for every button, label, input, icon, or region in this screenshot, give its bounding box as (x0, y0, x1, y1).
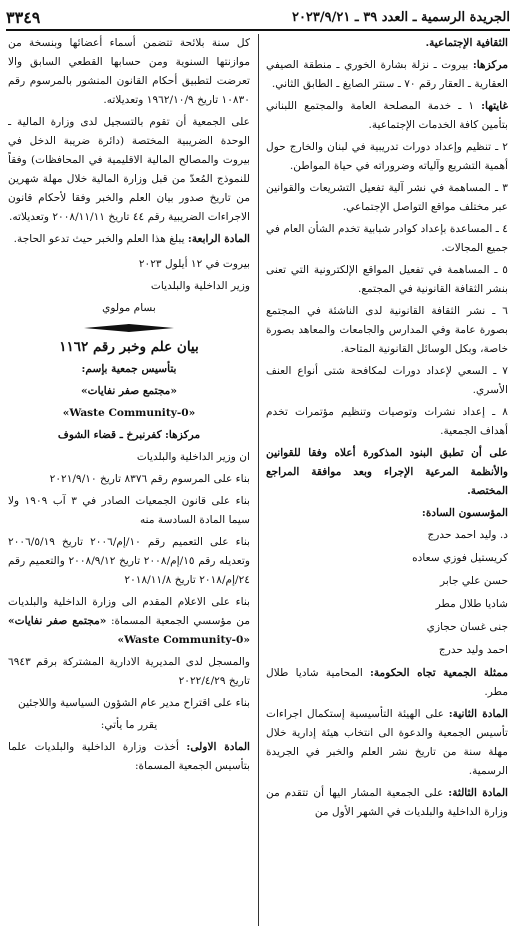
article-3 (266, 784, 508, 822)
minister-title: وزير الداخلية والبلديات (150, 280, 250, 292)
goal-item: ٥ ـ المساهمة في تفعيل المواقع الإلكترونية التي تعنى بنشر الثقافة القانونية في المجتمع. (266, 264, 508, 295)
notice-hq (8, 426, 250, 445)
article-1-text: أخذت وزارة الداخلية والبلديات علما بتأسيس الجمعية المسماة: (8, 741, 250, 772)
founders-label: المؤسسون السادة: (421, 507, 508, 519)
left-column (8, 34, 250, 928)
notice-hq-label: مركزها: (165, 429, 201, 441)
founder-name: جنى غسان حجازي (426, 621, 508, 633)
section-title: الثقافية الإجتماعية. (425, 37, 508, 49)
basis-association-name: «مجتمع صفر نفايات» «0-Waste Community» (8, 615, 250, 646)
goal-item: ٧ ـ السعي لإعداد دورات لمكافحة شتى أنواع العنف الأسري. (266, 365, 508, 396)
page-header (6, 6, 510, 28)
article-4 (8, 230, 250, 249)
article-1 (8, 738, 250, 776)
association-name-ar: «مجتمع صفر نفايات» (81, 385, 177, 397)
notice-hq-text: كفرنبرخ ـ قضاء الشوف (57, 429, 162, 441)
basis-item: بناء على المرسوم رقم ٨٣٧٦ تاريخ ٢٠٢١/٩/١٠ (49, 473, 250, 485)
article-3-label: المادة الثالثة: (448, 787, 508, 799)
notice-subtitle: بتأسيس جمعية بإسم: (81, 363, 177, 375)
basis-item (8, 593, 250, 650)
right-column (266, 34, 508, 928)
founder-name: احمد وليد حدرج (438, 644, 508, 656)
founder-name: حسن علي جابر (439, 575, 508, 587)
goals-paragraph (266, 97, 508, 135)
separator-ornament-icon (84, 324, 174, 332)
apply-paragraph: على أن تطبق البنود المذكورة أعلاه وفقا للقوانين والأنظمة المرعية الإجراء وبعد موافقة المراجع المختصة. (266, 447, 508, 497)
goal-item: ٤ ـ المساعدة بإعداد كوادر شبابية تخدم الشأن العام في جميع المجالات. (266, 223, 508, 254)
rep-paragraph (266, 664, 508, 702)
founder-name: كريستيل فوزي سعاده (412, 552, 508, 564)
goal-item: ٨ ـ إعداد نشرات وتوصيات وتنظيم مؤتمرات تخدم أهداف الجمعية. (266, 406, 508, 437)
hq-text: بيروت ـ نزلة بشارة الخوري ـ منطقة الصيفي العقارية ـ العقار رقم ٧٠ ـ سنتر الصايغ ـ الطابق الثاني. (266, 59, 508, 90)
article-1-label: المادة الاولى: (186, 741, 250, 753)
rep-text: المحامية شاديا طلال مطر. (266, 667, 508, 698)
article-4-text: يبلغ هذا العلم والخبر حيث تدعو الحاجة. (13, 233, 185, 245)
article-4-label: المادة الرابعة: (187, 233, 250, 245)
minister-name: بسام مولوي (102, 302, 156, 314)
paragraph: كل سنة بلائحة تتضمن أسماء أعضائها وبنسخة من موازنتها السنوية ومن حسابها القطعي السابق والا تعرضت لتطبيق أحكام القانون المنشور بالمرسوم رقم ١٠٨٣٠ تاريخ ١٩٦٢/١٠/٩ وتعديلاته. (8, 37, 250, 106)
header-rule (6, 29, 510, 31)
basis-item: بناء على التعميم رقم ١٠/إم/٢٠٠٦ تاريخ ٢٠٠٦/٥/١٩ وتعديله رقم ١٥/إم/٢٠٠٨ تاريخ ٢٠٠٨/٩/١٢ والتعميم رقم ٢٤/إم/٢٠١٨ تاريخ ٢٠١٨/١١/٨ (8, 536, 250, 586)
place-date: بيروت في ١٢ أيلول ٢٠٢٣ (138, 258, 250, 270)
decision-line: يقرر ما يأتي: (100, 719, 158, 731)
founder-name: شاديا طلال مطر (435, 598, 508, 610)
basis-text: بناء على الاعلام المقدم الى وزارة الداخلية والبلديات من مؤسسي الجمعية المسماة: (8, 596, 250, 627)
header-title: الجريدة الرسمية ـ العدد ٣٩ ـ ٢٠٢٣/٩/٢١ (291, 9, 510, 25)
paragraph: على الجمعية أن تقوم بالتسجيل لدى وزارة المالية ـ الوحدة الضريبية المختصة (دائرة ضريبة الدخل في بيروت والمصالح المالية الاقليمية في المحافظات) وفقاً للنموذج المُعدّ من قبل وزارة المالية خلال مهلة شهرين من تاريخ صدور بيان العلم والخبر وفقا لأحكام قانون الاجراءات الضريبية رقم ٤٤ تاريخ ٢٠٠٨/١١/١١ وتعديلاته. (8, 116, 250, 223)
goals-label: غايتها: (481, 100, 508, 112)
founder-name: د. وليد احمد حدرج (427, 529, 508, 541)
goal-item: ٣ ـ المساهمة في نشر آلية تفعيل التشريعات والقوانين عبر مختلف مواقع التواصل الإجتماعي. (266, 182, 508, 213)
article-2-text: على الهيئة التأسيسية إستكمال اجراءات تأسيس الجمعية والدعوة الى انتخاب هيئة إدارية خلال مهلة سنة من تاريخ نشر العلم والخبر في الجريدة الرسمية. (266, 708, 508, 777)
section-separator (8, 324, 250, 332)
article-2 (266, 705, 508, 781)
page-number: ٣٣٤٩ (6, 7, 41, 27)
association-name-en: «0-Waste Community» (62, 407, 196, 419)
basis-item: والمسجل لدى المديرية الادارية المشتركة برقم ٦٩٤٣ تاريخ ٢٠٢٢/٤/٢٩ (8, 656, 250, 687)
notice-title: بيان علم وخبر رقم ١١٦٢ (59, 339, 199, 355)
goal-item: ١ ـ خدمة المصلحة العامة والمجتمع اللبناني بتأمين كافة الخدمات الإجتماعية. (266, 100, 508, 131)
rep-label: ممثلة الجمعية تجاه الحكومة: (369, 667, 508, 679)
article-3-text: على الجمعية المشار اليها أن تتقدم من وزارة الداخلية والبلديات في الشهر الأول من (266, 787, 508, 818)
goal-item: ٦ ـ نشر الثقافة القانونية لدى الناشئة في المجتمع بصورة عامة وفي المدارس والجامعات والمعاهد بصورة خاصة، وبكل الوسائل القانونية المتاحة. (266, 305, 508, 355)
basis-item: بناء على قانون الجمعيات الصادر في ٣ آب ١٩٠٩ ولا سيما المادة السادسة منه (8, 495, 250, 526)
basis-item: بناء على اقتراح مدير عام الشؤون السياسية واللاجئين (18, 697, 250, 709)
article-2-label: المادة الثانية: (448, 708, 508, 720)
goal-item: ٢ ـ تنظيم وإعداد دورات تدريبية في لبنان والخارج حول أهمية التشريع وآلياته وضروراته في حياة المواطن. (266, 141, 508, 172)
hq-paragraph (266, 56, 508, 94)
hq-label: مركزها: (472, 59, 508, 71)
intro-line: ان وزير الداخلية والبلديات (136, 451, 250, 463)
column-divider (258, 34, 259, 926)
